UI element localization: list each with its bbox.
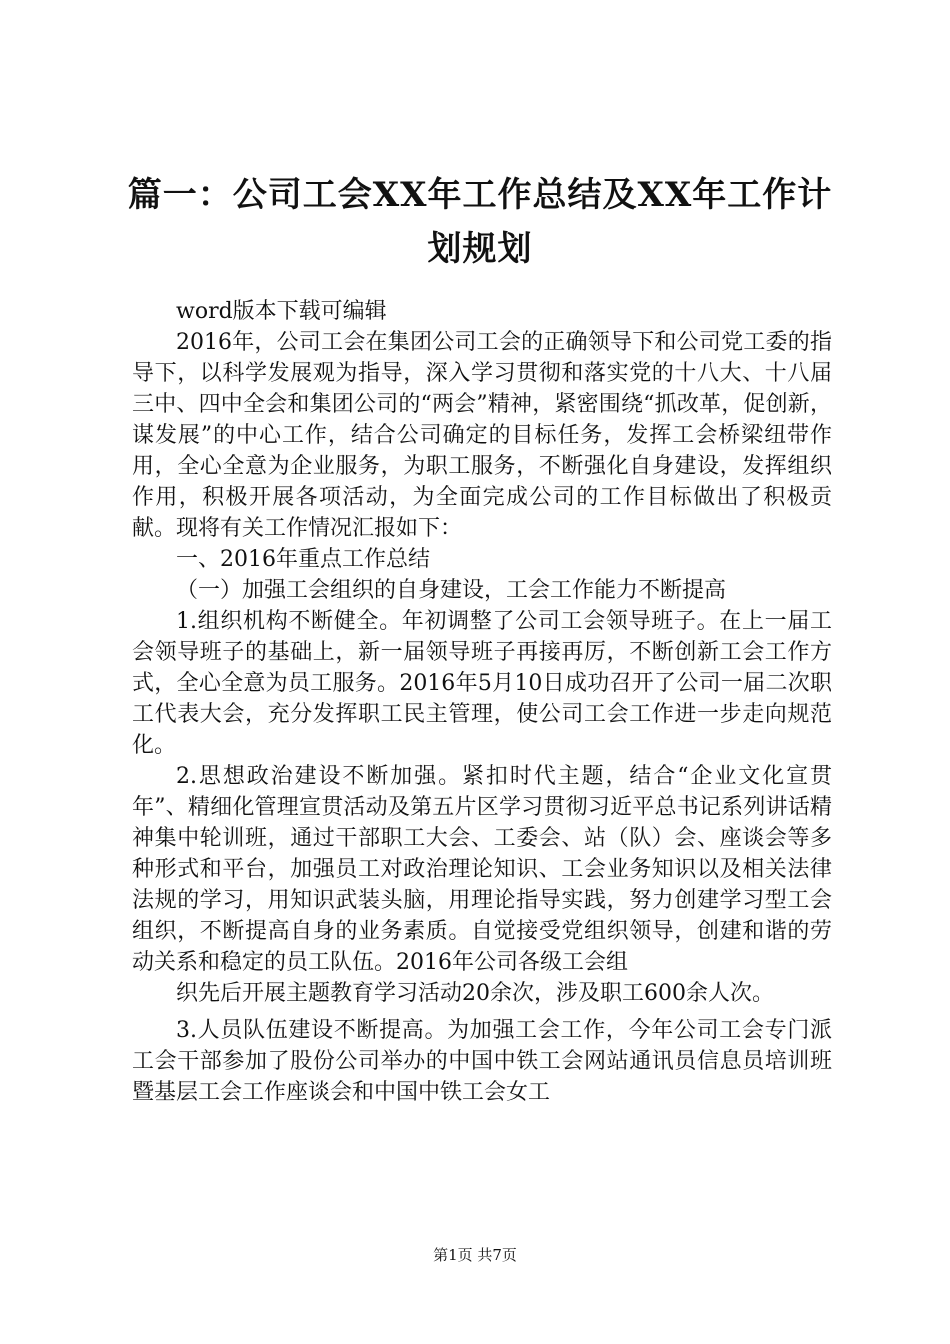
paragraph: 3.人员队伍建设不断提高。为加强工会工作，今年公司工会专门派工会干部参加了股份公司举办的中国中铁工会网站通讯员信息员培训班暨基层工会工作座谈会和中国中铁工会女工 (132, 1018, 832, 1105)
paragraph: 2016年，公司工会在集团公司工会的正确领导下和公司党工委的指导下，以科学发展观为指导，深入学习贯彻和落实党的十八大、十八届三中、四中全会和集团公司的“两会”精神，紧密围绕“抓改革，促创新，谋发展”的中心工作，结合公司确定的目标任务，发挥工会桥梁纽带作用，全心全意为企业服务，为职工服务，不断强化自身建设，发挥组织作用，积极开展各项活动，为全面完成公司的工作目标做出了积极贡献。现将有关工作情况汇报如下： (132, 330, 832, 541)
page-footer: 第1页 共7页 (433, 1246, 517, 1264)
paragraph: 2.思想政治建设不断加强。紧扣时代主题，结合“企业文化宣贯年”、精细化管理宣贯活动及第五片区学习贯彻习近平总书记系列讲话精神集中轮训班，通过干部职工大会、工委会、站（队）会、座谈会等多种形式和平台，加强员工对政治理论知识、工会业务知识以及相关法律法规的学习，用知识武装头脑，用理论指导实践，努力创建学习型工会组织，不断提高自身的业务素质。自觉接受党组织领导，创建和谐的劳动关系和稳定的员工队伍。2016年公司各级工会组 (132, 764, 832, 975)
paragraph: 织先后开展主题教育学习活动20余次，涉及职工600余人次。 (176, 981, 774, 1006)
paragraph: word版本下载可编辑 (176, 299, 387, 324)
paragraph: 1.组织机构不断健全。年初调整了公司工会领导班子。在上一届工会领导班子的基础上，新一届领导班子再接再厉，不断创新工会工作方式，全心全意为员工服务。2016年5月10日成功召开了公司一届二次职工代表大会，充分发挥职工民主管理，使公司工会工作进一步走向规范化。 (132, 609, 832, 758)
document-body (132, 296, 832, 1108)
subsection-heading: （一）加强工会组织的自身建设，工会工作能力不断提高 (176, 578, 727, 603)
document-title: 篇一：公司工会XX年工作总结及XX年工作计划规划 (127, 175, 833, 269)
section-heading: 一、2016年重点工作总结 (176, 547, 430, 572)
